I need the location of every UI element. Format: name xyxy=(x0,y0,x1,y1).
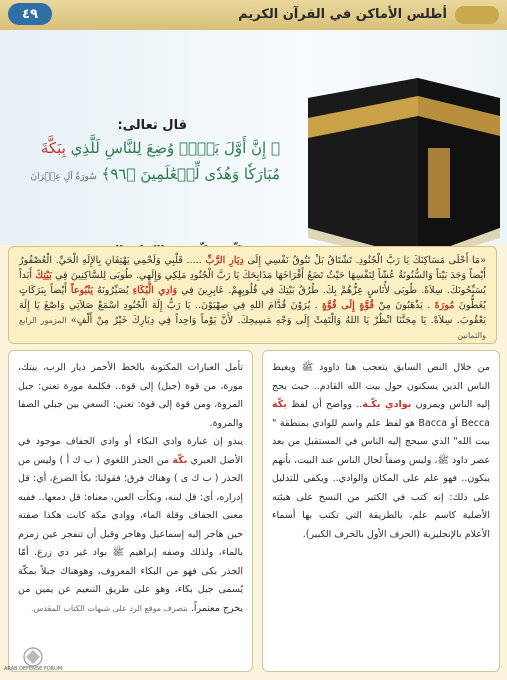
quote-text: . يَذْهَبُونَ مِنْ xyxy=(378,300,431,311)
commentary-left-column xyxy=(8,350,253,672)
kaaba-image xyxy=(288,78,500,263)
verse-intro: قال تعالى: xyxy=(117,118,187,133)
quote-text: «مَا أَحْلَى مَسَاكِنَكَ يَا رَبَّ الْجُنُودِ. تَشْتَاقُ بَلْ تَتُوقُ نَفْسِي إِلَى xyxy=(247,255,486,266)
verse-highlight-bakkah: بِبَكَّةَ xyxy=(40,139,66,157)
quote-highlight: دِيَارِ الرَّبِّ xyxy=(205,255,244,266)
quote-highlight: قُوَّةٍ إِلَى قُوَّةٍ xyxy=(322,300,375,311)
page-header xyxy=(0,0,507,31)
quote-highlight: يَنْبُوعاً xyxy=(70,285,93,296)
quote-text: ..... قَلْبِي وَلَحْمِي يَهْتِفَانِ بِالإِلَهِ الْحَيِّ. الْعُصْفُورُ أَيْضاً وَجَدَ بَيْتاً وَالسُّنُونَةُ عُشّاً لِنَفْسِهَا حَيْثُ تَضَعُ أَفْرَاخَهَا مَذَابِحَكَ يَا رَبَّ الْجُنُودِ مَلِكِي وَإِلَهِي. طُوبَى لِلسَّاكِنِينَ فِي xyxy=(19,255,486,281)
verse-text-1: ﴿ إِنَّ أَوَّلَ بَيۡتٖ وُضِعَ لِلنَّاسِ لَلَّذِي xyxy=(70,139,280,157)
paragraph-text: .. وواضح أن لفظ xyxy=(291,399,363,410)
quote-source: المزمور الرابع والثمانين xyxy=(19,316,486,340)
quote-highlight: مُورَةَ xyxy=(434,300,455,311)
verse-section xyxy=(0,30,507,245)
page-number-badge: ٤٩ xyxy=(8,3,52,25)
quote-text: . يُرَوْنَ قُدَّامَ اللهِ فِي صِهْيَوْنَ.. يَا رَبُّ إِلَهَ الْجُنُودِ اسْمَعْ صَلاَتِي وَاصْغَ يَا إِلَهَ يَعْقُوبَ. سِلاَهْ. يَا مِجَنَّنَا انْظُرْ يَا اللهُ وَالْتَفِتْ إِلَى وَجْهِ مَسِيحِكَ. لأَنَّ يَوْماً وَاحِداً فِي دِيَارِكَ خَيْرٌ مِنْ أَلْفٍ» xyxy=(19,300,486,326)
forum-watermark: ARAB DEFENSE FORUM xyxy=(4,666,63,672)
highlight-text: بوادي بكّـة xyxy=(362,399,412,410)
quote-text: أَيْضاً بِبَرَكَاتٍ يُغَطُّونَ xyxy=(19,285,486,311)
quran-verse xyxy=(10,135,280,190)
psalm-quote-box xyxy=(8,246,497,344)
highlight-text: بكّة xyxy=(272,399,287,410)
footnote: بتصرف موقع الرد على شبهات الكتاب المقدس. xyxy=(31,603,188,613)
paragraph-text: Becca أو Bacca هو لفظ علم واسم للوادي بمنطقة " بيت الله" الذي سيحج إليه الناس في المستقبل من بعد عصر داود ﷺ، وليس وصفاً لحال الناس عند البيت، بأنهم يبكون.. فهو علم على المكان والوادي.. ويكفي للتدليل على ذلك: إنه كتب في الكثير من النسخ على هيئته الأصلية كاسم علم، بالطريقة التي تكتب بها أسماء الأعلام بالإنجليزية (الحرف الأول بالحرف الكبير). xyxy=(272,417,490,540)
quote-highlight: وَادِي الْبُكَاءِ xyxy=(132,285,178,296)
paragraph-text: من خلال النص السابق يتعجب هنا داوود ﷺ ويغبط الناس الذين يسكنون حول بيت الله القادم.. حيث يحج إليه الناس ويمرون xyxy=(272,362,490,410)
quote-text: يُصَيِّرُونَهُ xyxy=(96,285,129,296)
paragraph-text: تأمل العبارات المكتوبة بالخط الأحمر ديار الرب، بيتك، مورة، من قوة (جبل) إلى قوة.. فكلمة مورة تعني: جبل المروة، ومن قوة إلى قوة: تعني: السعي بين جبلي الصفا والمروة. xyxy=(18,362,243,429)
quote-highlight: بَيْتِكَ xyxy=(35,270,52,281)
verse-text-2: مُبَارَكٗا وَهُدٗى لِّلۡعَٰلَمِينَ ﴿٩٦﴾ xyxy=(101,165,280,183)
verse-reference: سُورَةُ آلِ عِمۡرَانَ xyxy=(30,172,97,182)
paragraph-text: من الجذر اللغوي ( ب ك أ ) وليس من الجذر ( ب ك ى ) وهناك فرق؛ فقولنا: بكأ الضرع، أي: قل إدراره، أي: قل لبنه، وبكأت العين، معناه: قل دمعها.. ففيه معنى الجفاف وقلة الماء، ووادي مكة كانت هكذا صفته حين هاجر إليه إسماعيل وهاجر وقبل أن تنفجر عين زمزم بالماء، ولذلك وصفه إبراهيم ﷺ بواد غير ذي زرع. أمّا الجذر بكى فهو من البكاء المعروف، وهوهناك جبلاً بمكّة يُسمى جبل بكاء، وهو على طريق التنعيم عن يمين من يخرج معتمراً. xyxy=(18,454,243,614)
book-title: أطلس الأماكن في القرآن الكريم xyxy=(238,7,447,22)
quote-text: أَبَداً يُسَبِّحُونَكَ. سِلاَهْ. طُوبَى لأُنَاسٍ عِزُّهُمْ بِكَ. طُرُقُ بَيْتِكَ فِي قُلُوبِهِمْ. عَابِرِينَ فِي xyxy=(19,270,486,296)
highlight-text: بكّة xyxy=(172,454,188,466)
paragraph-text: يبدو إن عبارة وادي البكاء أو وادي الجفاف موجود في الأصل العبري xyxy=(18,436,243,466)
header-ornament xyxy=(455,6,499,24)
commentary-right-column xyxy=(262,350,500,672)
